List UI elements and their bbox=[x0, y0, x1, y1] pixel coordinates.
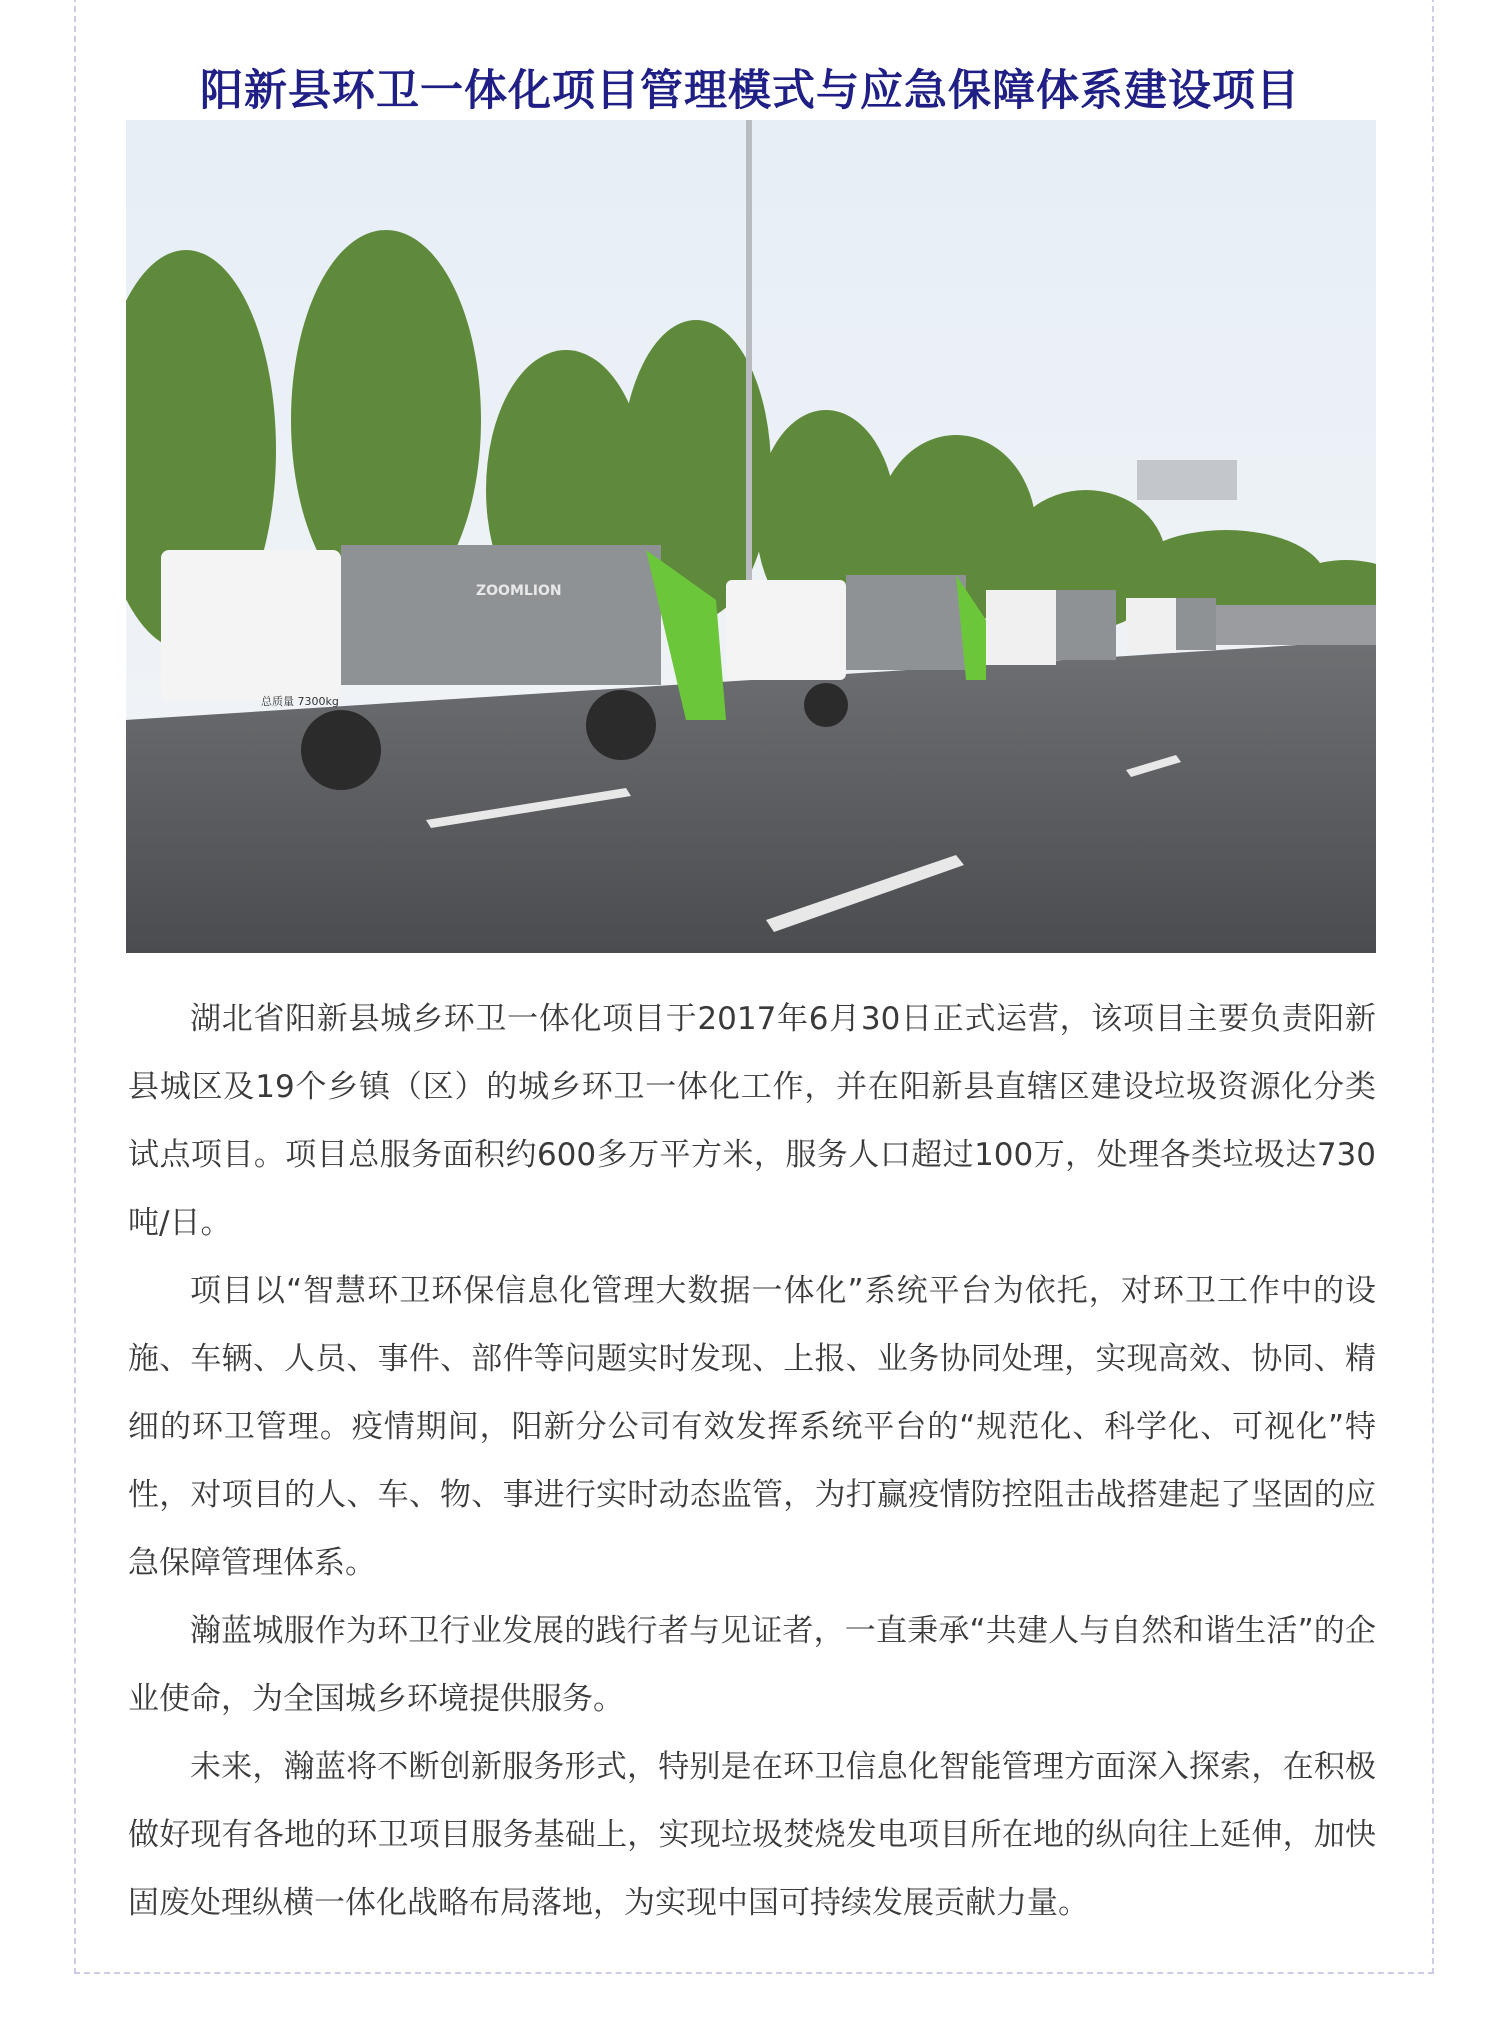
paragraph: 瀚蓝城服作为环卫行业发展的践行者与见证者，一直秉承“共建人与自然和谐生活”的企业使命，为全国城乡环境提供服务。 bbox=[128, 1613, 1376, 1717]
garbage-trucks-photo bbox=[126, 120, 1376, 953]
paragraph: 未来，瀚蓝将不断创新服务形式，特别是在环卫信息化智能管理方面深入探索，在积极做好现有各地的环卫项目服务基础上，实现垃圾焚烧发电项目所在地的纵向往上延伸，加快固废处理纵横一体化战略布局落地，为实现中国可持续发展贡献力量。 bbox=[128, 1749, 1376, 1921]
truck-weight: 总质量 7300kg bbox=[261, 695, 339, 708]
paragraph: 项目以“智慧环卫环保信息化管理大数据一体化”系统平台为依托，对环卫工作中的设施、车辆、人员、事件、部件等问题实时发现、上报、业务协同处理，实现高效、协同、精细的环卫管理。疫情期间，阳新分公司有效发挥系统平台的“规范化、科学化、可视化”特性，对项目的人、车、物、事进行实时动态监管，为打赢疫情防控阻击战搭建起了坚固的应急保障管理体系。 bbox=[128, 1273, 1376, 1581]
paragraph: 湖北省阳新县城乡环卫一体化项目于2017年6月30日正式运营，该项目主要负责阳新县城区及19个乡镇（区）的城乡环卫一体化工作，并在阳新县直辖区建设垃圾资源化分类试点项目。项目总服务面积约600多万平方米，服务人口超过100万，处理各类垃圾达730吨/日。 bbox=[128, 1001, 1376, 1241]
page-title: 阳新县环卫一体化项目管理模式与应急保障体系建设项目 bbox=[200, 65, 1300, 116]
article-body bbox=[128, 985, 1376, 1937]
truck-brand: ZOOMLION bbox=[476, 583, 562, 599]
